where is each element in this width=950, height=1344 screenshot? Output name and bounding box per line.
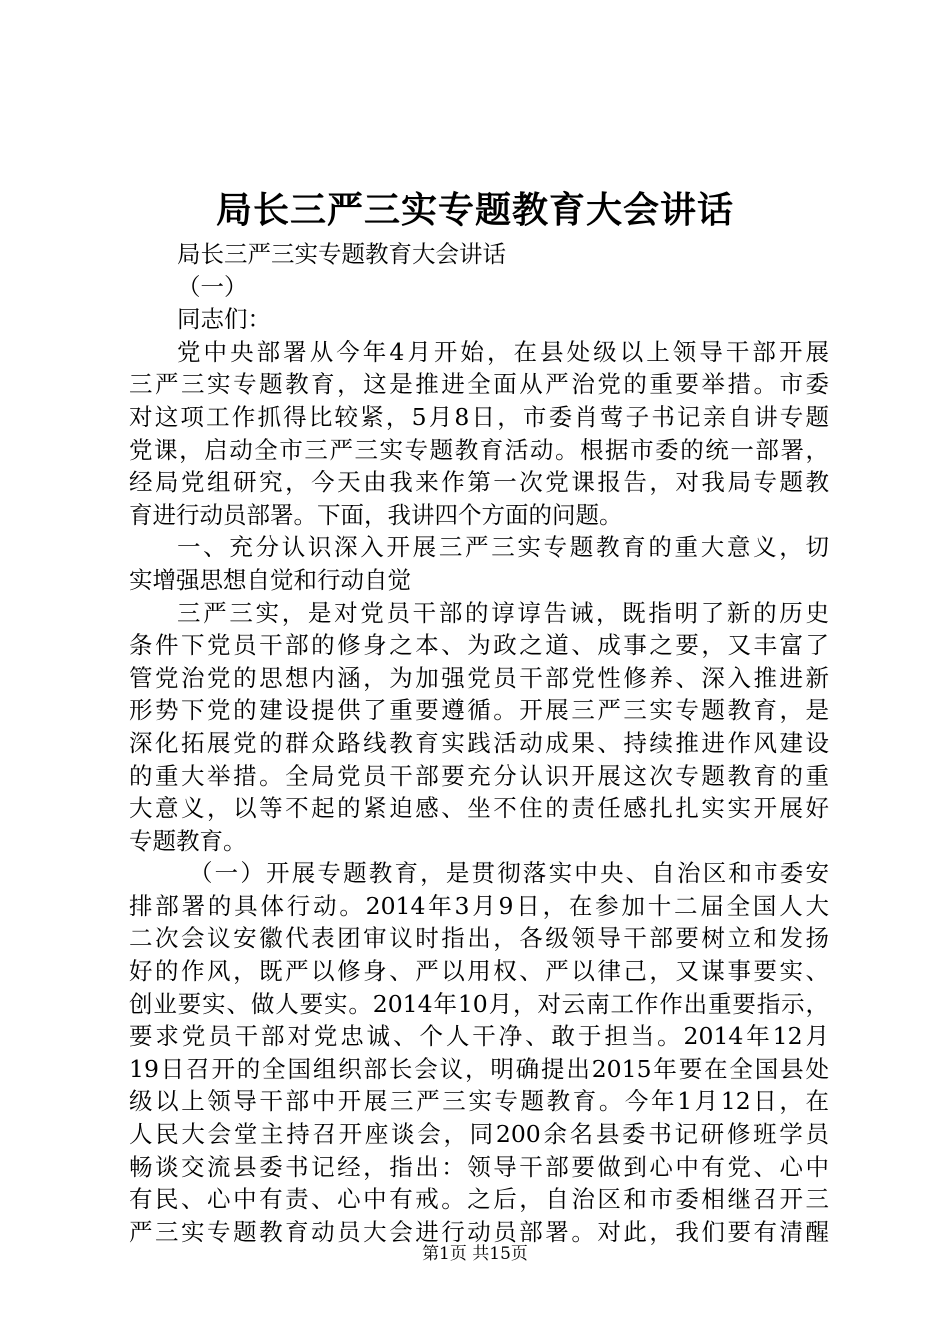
body-line: （一）开展专题教育，是贯彻落实中央、自治区和市委安	[189, 859, 829, 888]
page-footer: 第1页 共15页	[422, 1244, 528, 1264]
body-line: 专题教育。	[129, 826, 247, 855]
document-body	[129, 238, 829, 1248]
body-line: 人民大会堂主持召开座谈会，同200余名县委书记研修班学员	[129, 1120, 829, 1149]
body-line: 深化拓展党的群众路线教育实践活动成果、持续推进作风建设	[129, 728, 829, 757]
body-line: 同志们：	[177, 305, 271, 334]
body-line: 一、充分认识深入开展三严三实专题教育的重大意义，切	[177, 533, 829, 562]
body-line: 党课，启动全市三严三实专题教育活动。根据市委的统一部署，	[129, 435, 829, 464]
document-title: 局长三严三实专题教育大会讲话	[215, 189, 734, 231]
body-line: 二次会议安徽代表团审议时指出，各级领导干部要树立和发扬	[129, 924, 829, 953]
body-line: 管党治党的思想内涵，为加强党员干部党性修养、深入推进新	[129, 663, 829, 692]
body-line: 大意义，以等不起的紧迫感、坐不住的责任感扎扎实实开展好	[129, 794, 829, 823]
body-line: 严三实专题教育动员大会进行动员部署。对此，我们要有清醒	[129, 1217, 829, 1246]
body-line: 有民、心中有责、心中有戒。之后，自治区和市委相继召开三	[129, 1185, 829, 1214]
body-line: 级以上领导干部中开展三严三实专题教育。今年1月12日，在	[129, 1087, 829, 1116]
body-line: 实增强思想自觉和行动自觉	[129, 565, 411, 594]
body-line: 党中央部署从今年4月开始，在县处级以上领导干部开展	[177, 337, 829, 366]
body-line: 19日召开的全国组织部长会议，明确提出2015年要在全国县处	[129, 1054, 829, 1083]
body-line: 局长三严三实专题教育大会讲话	[177, 240, 506, 268]
body-line: （一）	[177, 272, 248, 301]
body-line: 对这项工作抓得比较紧，5月8日，市委肖莺子书记亲自讲专题	[129, 402, 829, 431]
body-line: 条件下党员干部的修身之本、为政之道、成事之要，又丰富了	[129, 631, 829, 660]
body-line: 三严三实专题教育，这是推进全面从严治党的重要举措。市委	[129, 370, 829, 399]
body-line: 畅谈交流县委书记经，指出：领导干部要做到心中有党、心中	[129, 1152, 829, 1181]
body-line: 要求党员干部对党忠诚、个人干净、敢于担当。2014年12月	[129, 1022, 829, 1051]
body-line: 三严三实，是对党员干部的谆谆告诫，既指明了新的历史	[177, 598, 829, 627]
body-line: 经局党组研究，今天由我来作第一次党课报告，对我局专题教	[129, 468, 829, 497]
body-line: 育进行动员部署。下面，我讲四个方面的问题。	[129, 500, 623, 529]
body-line: 好的作风，既严以修身、严以用权、严以律己，又谋事要实、	[129, 957, 829, 986]
body-line: 的重大举措。全局党员干部要充分认识开展这次专题教育的重	[129, 761, 829, 790]
body-line: 形势下党的建设提供了重要遵循。开展三严三实专题教育，是	[129, 696, 829, 725]
body-line: 创业要实、做人要实。2014年10月，对云南工作作出重要指示，	[129, 989, 829, 1018]
body-line: 排部署的具体行动。2014年3月9日，在参加十二届全国人大	[129, 891, 829, 920]
